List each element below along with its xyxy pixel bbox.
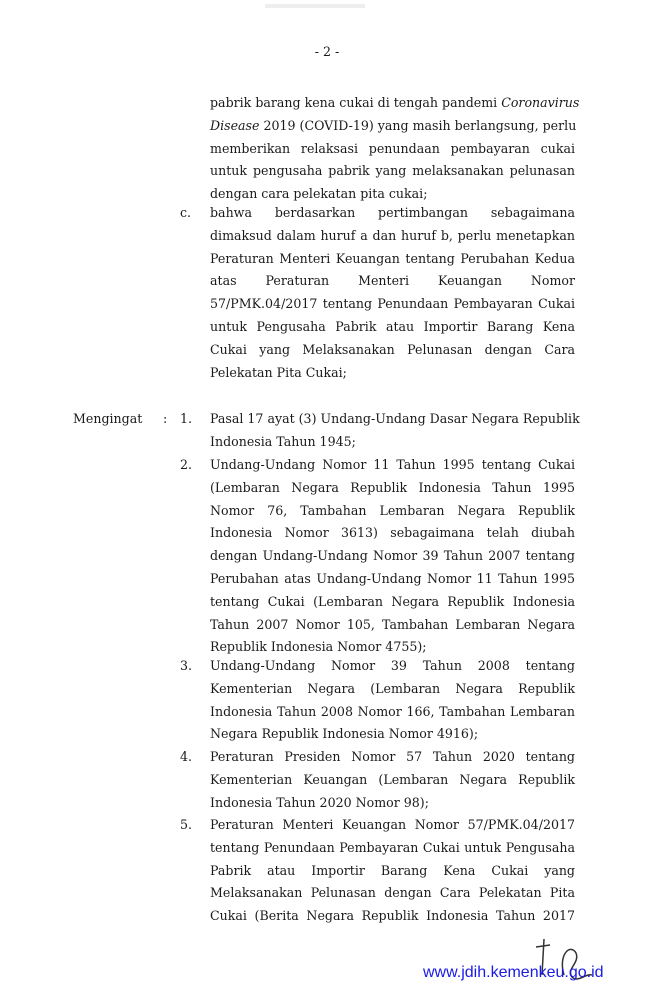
text-line: dengan Undang-Undang Nomor 39 Tahun 2007 tentang — [210, 548, 575, 564]
text-line: Peraturan Presiden Nomor 57 Tahun 2020 tentang — [210, 749, 575, 764]
text-line: untuk Pengusaha Pabrik atau Importir Barang Kena — [210, 318, 575, 334]
text-line: Kementerian Negara (Lembaran Negara Republik — [210, 680, 575, 696]
text-line: Indonesia Tahun 2020 Nomor 98); — [210, 794, 429, 810]
text-line: 57/PMK.04/2017 tentang Penundaan Pembayaran Cukai — [210, 296, 575, 312]
text-line: (Lembaran Negara Republik Indonesia Tahun 1995 — [210, 479, 575, 495]
text-line: Disease 2019 (COVID-19) yang masih berlangsung, perlu — [210, 117, 577, 133]
text-line: Indonesia Nomor 3613) sebagaimana telah diubah — [210, 525, 575, 541]
text-line: Undang-Undang Nomor 39 Tahun 2008 tentang — [210, 658, 575, 673]
mengingat-colon: : — [163, 411, 168, 426]
mengingat-item-text — [210, 408, 580, 454]
text-line: Pasal 17 ayat (3) Undang-Undang Dasar Negara Republik — [210, 411, 580, 426]
mengingat-item-number: 1. — [180, 411, 193, 426]
footer-website-link[interactable]: www.jdih.kemenkeu.go.id — [423, 964, 604, 981]
text-line: tentang Penundaan Pembayaran Cukai untuk Pengusaha — [210, 839, 575, 855]
text-line: Nomor 76, Tambahan Lembaran Negara Republik — [210, 502, 575, 518]
text-line: Pabrik atau Importir Barang Kena Cukai yang — [210, 862, 575, 878]
text-line: Pelekatan Pita Cukai; — [210, 364, 347, 380]
bleed-through-mark — [265, 4, 365, 8]
page-number: - 2 - — [314, 44, 340, 59]
mengingat-item-number: 2. — [180, 457, 193, 472]
mengingat-item-text — [210, 814, 575, 928]
text-line: Cukai (Berita Negara Republik Indonesia Tahun 2017 — [210, 908, 575, 924]
preamble-continuation — [210, 92, 580, 206]
text-line: Republik Indonesia Nomor 4755); — [210, 639, 427, 655]
text-line: Melaksanakan Pelunasan dengan Cara Pelekatan Pita — [210, 885, 575, 901]
text-line: Peraturan Menteri Keuangan Nomor 57/PMK.04/2017 — [210, 817, 575, 832]
text-line: Tahun 2007 Nomor 105, Tambahan Lembaran Negara — [210, 616, 575, 632]
mengingat-item-text — [210, 454, 575, 659]
text-line: Indonesia Tahun 1945; — [210, 433, 356, 449]
text-line: dimaksud dalam huruf a dan huruf b, perlu menetapkan — [210, 227, 575, 243]
text-line: Indonesia Tahun 2008 Nomor 166, Tambahan Lembaran — [210, 703, 575, 719]
mengingat-label: Mengingat — [73, 411, 143, 426]
mengingat-item-text — [210, 655, 575, 746]
text-line: tentang Cukai (Lembaran Negara Republik Indonesia — [210, 593, 575, 609]
item-c-text — [210, 202, 575, 384]
text-line: Perubahan atas Undang-Undang Nomor 11 Tahun 1995 — [210, 570, 575, 586]
text-line: pabrik barang kena cukai di tengah pandemi Coronavirus — [210, 95, 580, 110]
text-line: Undang-Undang Nomor 11 Tahun 1995 tentang Cukai — [210, 457, 575, 472]
text-line: Kementerian Keuangan (Lembaran Negara Republik — [210, 771, 575, 787]
text-line: Cukai yang Melaksanakan Pelunasan dengan Cara — [210, 341, 575, 357]
text-line: dengan cara pelekatan pita cukai; — [210, 186, 428, 202]
mengingat-item-number: 3. — [180, 658, 193, 673]
text-line: atas Peraturan Menteri Keuangan Nomor — [210, 273, 575, 289]
text-line: bahwa berdasarkan pertimbangan sebagaimana — [210, 205, 575, 220]
text-line: untuk pengusaha pabrik yang melaksanakan pelunasan — [210, 163, 575, 179]
item-c-label: c. — [180, 205, 192, 220]
text-line: Negara Republik Indonesia Nomor 4916); — [210, 726, 479, 742]
mengingat-item-text — [210, 746, 575, 814]
text-line: Peraturan Menteri Keuangan tentang Perubahan Kedua — [210, 250, 575, 266]
mengingat-item-number: 4. — [180, 749, 193, 764]
mengingat-item-number: 5. — [180, 817, 193, 832]
text-line: memberikan relaksasi penundaan pembayaran cukai — [210, 140, 575, 156]
